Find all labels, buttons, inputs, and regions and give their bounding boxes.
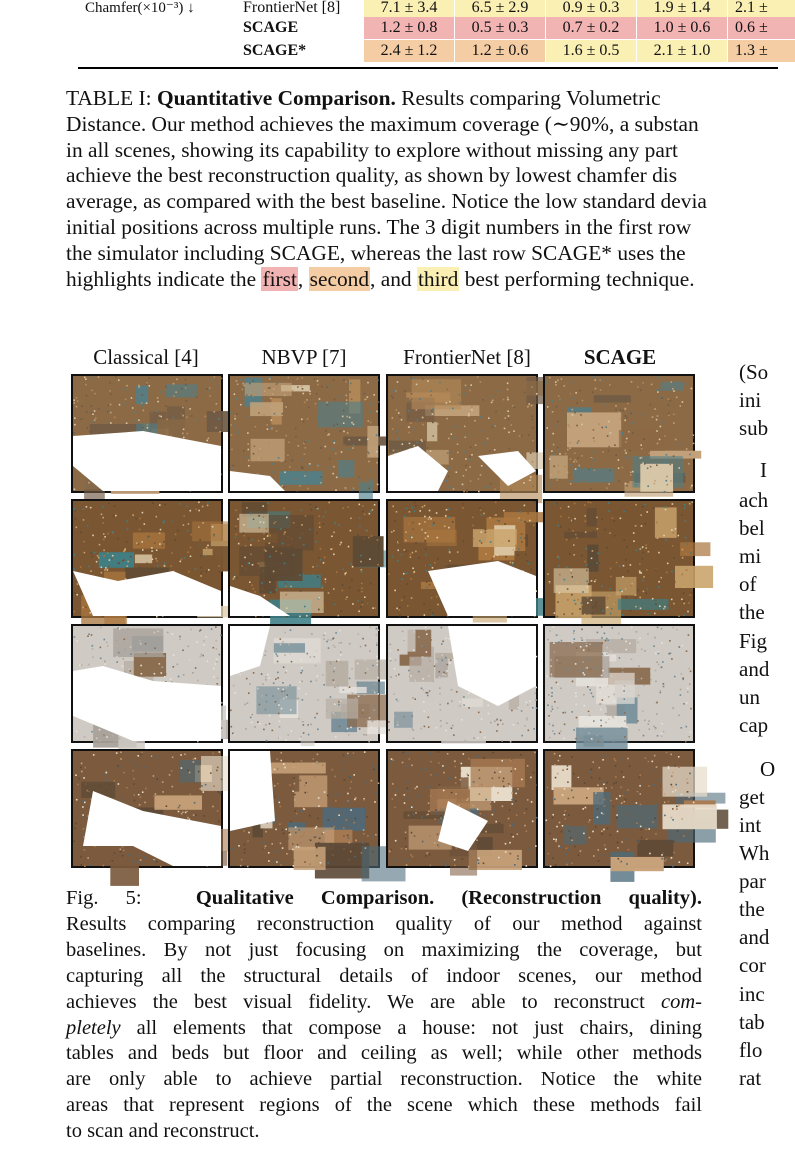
table-cell: 0.9 ± 0.3 [546, 0, 636, 19]
caption-line: achieves the best visual fidelity. We are able to reconstruct com- [66, 990, 702, 1013]
right-column-fragment: ini [739, 388, 762, 412]
caption-line: Results comparing reconstruction quality of our method against [66, 912, 702, 935]
right-column-fragment: Wh [739, 841, 770, 865]
figure-column-header: SCAGE [583, 345, 657, 369]
caption-emphasis: pletely [66, 1016, 121, 1039]
right-column-fragment: the [739, 897, 765, 921]
figure-label: Fig. 5: [66, 887, 142, 909]
right-column-fragment: inc [739, 982, 765, 1006]
figure-caption-title: Qualitative Comparison. (Reconstruction quality). [195, 887, 703, 909]
table-cell: 1.9 ± 1.4 [637, 0, 727, 19]
caption-text: Results comparing Volumetric [395, 86, 661, 110]
reconstruction-image [386, 499, 538, 618]
caption-line: initial positions across multiple runs. The 3 digit numbers in the first row [66, 214, 692, 239]
table-cell: 1.2 ± 0.6 [455, 40, 545, 62]
right-column-fragment: mi [739, 544, 762, 568]
figure-column-header: Classical [4] [93, 345, 199, 369]
figure-column-header: NBVP [7] [261, 345, 347, 369]
caption-line: areas that represent regions of the scene which these methods fail [66, 1094, 702, 1117]
right-column-fragment: of [739, 572, 757, 596]
reconstruction-image [228, 624, 380, 743]
caption-line: Distance. Our method achieves the maximum coverage (∼90%, a substan [66, 111, 699, 136]
reconstruction-image [228, 374, 380, 493]
legend-second: second [309, 266, 370, 291]
method-name: SCAGE* [243, 42, 307, 59]
table-cell: 1.2 ± 0.8 [364, 17, 454, 39]
right-column-fragment: tab [739, 1010, 765, 1034]
table-cell: 2.1 ± 1.0 [637, 40, 727, 62]
table-cell: 1.0 ± 0.6 [637, 17, 727, 39]
caption-line: achieve the best reconstruction quality, as shown by lowest chamfer dis [66, 163, 678, 188]
caption-line [66, 886, 702, 912]
caption-line: baselines. By not just focusing on maximizing the coverage, but [66, 938, 702, 961]
table-row [0, 17, 767, 39]
right-column-fragment: bel [739, 516, 765, 540]
table-cell: 1.3 ± [728, 40, 795, 62]
table-row [0, 40, 767, 62]
reconstruction-image [543, 749, 695, 868]
caption-line: pletely all elements that compose a house: not just chairs, dining [66, 1016, 702, 1039]
table-cell: 0.7 ± 0.2 [546, 17, 636, 39]
right-column-fragment: flo [739, 1038, 763, 1062]
caption-line: tables and beds but floor and ceiling as well; while other methods [66, 1042, 702, 1065]
right-column-fragment: and [739, 657, 770, 681]
table-cell: 1.6 ± 0.5 [546, 40, 636, 62]
caption-line: to scan and reconstruct. [66, 1120, 260, 1143]
right-column-fragment: un [739, 685, 760, 709]
table-bottom-rule [78, 67, 778, 69]
caption-text: best performing technique. [459, 266, 695, 291]
table-cell: 7.1 ± 3.4 [364, 0, 454, 19]
legend-third: third [417, 266, 459, 291]
reconstruction-image [386, 374, 538, 493]
right-column-fragment: int [739, 813, 762, 837]
caption-emphasis: com- [661, 990, 702, 1013]
legend-first: first [262, 266, 297, 291]
right-column-fragment: (So [739, 360, 769, 384]
right-column-fragment: get [739, 785, 765, 809]
table-cell: 0.6 ± [728, 17, 795, 39]
caption-line [66, 86, 776, 112]
reconstruction-image [543, 624, 695, 743]
caption-text: , and [370, 266, 417, 291]
table-label: TABLE I: [66, 86, 157, 110]
caption-text: , [297, 266, 309, 291]
right-column-fragment: sub [739, 416, 769, 440]
reconstruction-image [386, 749, 538, 868]
reconstruction-image [543, 499, 695, 618]
table-cell: 2.1 ± [728, 0, 795, 19]
reconstruction-image [71, 749, 223, 868]
caption-line: capturing all the structural details of indoor scenes, our method [66, 964, 702, 987]
method-name: FrontierNet [8] [243, 0, 341, 16]
reconstruction-image [71, 374, 223, 493]
caption-line [66, 267, 776, 293]
reconstruction-image [71, 624, 223, 743]
right-column-fragment: O [760, 757, 776, 781]
right-column-fragment: ach [739, 488, 769, 512]
table-cell: 2.4 ± 1.2 [364, 40, 454, 62]
right-column-fragment: Fig [739, 629, 768, 653]
reconstruction-image [386, 624, 538, 743]
right-column-fragment: par [739, 869, 766, 893]
right-column-fragment: and [739, 925, 770, 949]
metric-label: Chamfer(×10⁻³) ↓ [85, 0, 195, 16]
right-column-fragment: rat [739, 1066, 762, 1090]
caption-line: are only able to achieve partial reconstruction. Notice the white [66, 1068, 702, 1091]
table-caption [66, 86, 776, 292]
right-column-fragment: I [760, 458, 767, 482]
right-column-fragment: cap [739, 713, 769, 737]
caption-line: average, as compared with the best baseline. Notice the low standard devia [66, 189, 707, 214]
table-cell: 6.5 ± 2.9 [455, 0, 545, 19]
reconstruction-image [228, 749, 380, 868]
right-column-fragment: the [739, 600, 765, 624]
figure-caption [66, 886, 702, 1145]
figure-column-header: FrontierNet [8] [403, 345, 531, 369]
reconstruction-image [543, 374, 695, 493]
caption-line: in all scenes, showing its capability to explore without missing any part [66, 137, 678, 162]
right-column-fragment: cor [739, 953, 766, 977]
table-caption-title: Quantitative Comparison. [156, 86, 396, 110]
caption-text: highlights indicate the [66, 266, 262, 291]
method-name: SCAGE [243, 19, 299, 36]
caption-line: the simulator including SCAGE, whereas the last row SCAGE* uses the [66, 240, 686, 265]
reconstruction-image [71, 499, 223, 618]
reconstruction-image [228, 499, 380, 618]
table-cell: 0.5 ± 0.3 [455, 17, 545, 39]
